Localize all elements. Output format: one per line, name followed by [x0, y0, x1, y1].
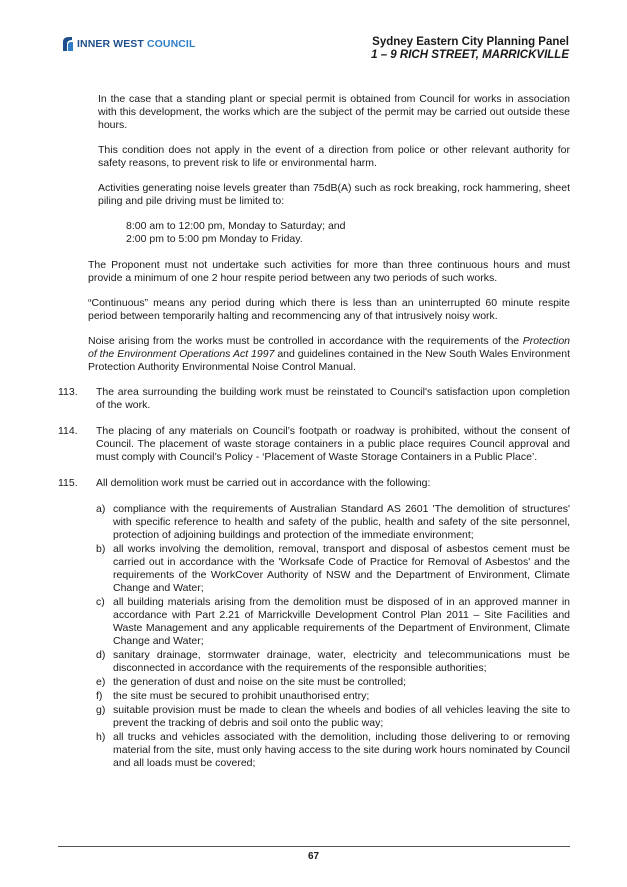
- page-number: 67: [307, 851, 320, 862]
- work-hours-weekday-saturday: 8:00 am to 12:00 pm, Monday to Saturday; and: [126, 220, 346, 232]
- site-address: 1 – 9 RICH STREET, MARRICKVILLE: [371, 49, 569, 61]
- document-body: [58, 93, 570, 771]
- condition-text: All demolition work must be carried out in accordance with the following:: [96, 477, 431, 489]
- paragraph-proponent-limit: The Proponent must not undertake such activities for more than three continuous hours and must provide a minimum of one 2 hour respite period between any two periods of such works.: [88, 259, 570, 284]
- paragraph-police-direction: This condition does not apply in the event of a direction from police or other relevant authority for safety reasons, to prevent risk to life or environmental harm.: [98, 144, 570, 169]
- condition-text: The placing of any materials on Council’s footpath or roadway is prohibited, without the consent of Council. The placement of waste storage containers in a public place requires Council approval and must comply with Council’s Policy - ‘Placement of Waste Storage Containers in a Public Place’.: [96, 425, 570, 463]
- list-item: b) all works involving the demolition, removal, transport and disposal of asbestos cement must be carried out in accordance with the 'Worksafe Code of Practice for Removal of Asbestos' and the requirements of the WorkCover Authority of NSW and the Department of Environment, Climate Change and Water;: [96, 543, 570, 594]
- condition-number: 114.: [58, 425, 78, 437]
- logo-text-accent: COUNCIL: [146, 38, 196, 50]
- condition-text: The area surrounding the building work must be reinstated to Council's satisfaction upon completion of the work.: [96, 386, 570, 411]
- demolition-requirements-list: [96, 503, 570, 770]
- paragraph-noise-control: Noise arising from the works must be controlled in accordance with the requirements of the Protection of the Environment Operations Act 1997 and guidelines contained in the New South Wales Environment Protection Authority Environmental Noise Control Manual.: [88, 335, 571, 373]
- footer-divider: [58, 846, 570, 847]
- work-hours-afternoon: 2:00 pm to 5:00 pm Monday to Friday.: [126, 233, 303, 245]
- list-item: h) all trucks and vehicles associated with the demolition, including those delivering to or removing material from the site, must only having access to the site during work hours nominated by Council and all loads must be covered;: [96, 731, 570, 769]
- paragraph-special-permit: In the case that a standing plant or special permit is obtained from Council for works in association with this development, the works which are the subject of the permit may be carried out outside these hours.: [98, 93, 570, 131]
- condition-113: [58, 386, 570, 412]
- paragraph-noise-activities: Activities generating noise levels greater than 75dB(A) such as rock breaking, rock hammering, sheet piling and pile driving must be limited to:: [98, 182, 570, 207]
- condition-number: 115.: [58, 477, 78, 489]
- inner-west-council-logo: [60, 36, 195, 52]
- list-item: d) sanitary drainage, stormwater drainage, water, electricity and telecommunications must be disconnected in accordance with the requirements of the responsible authorities;: [96, 649, 570, 674]
- list-item: f) the site must be secured to prohibit unauthorised entry;: [96, 690, 370, 702]
- condition-115: [58, 477, 570, 490]
- condition-number: 113.: [58, 386, 78, 398]
- list-item: a) compliance with the requirements of Australian Standard AS 2601 'The demolition of structures' with specific reference to health and safety of the public, health and safety of the site personnel, protection of adjoining buildings and protection of the immediate environment;: [96, 503, 570, 541]
- condition-114: [58, 425, 570, 464]
- list-item: c) all building materials arising from the demolition must be disposed of in an approved manner in accordance with Part 2.21 of Marrickville Development Control Plan 2011 – Site Facilities and Waste Management and any applicable requirements of the Department of Environment, Climate Change and Water;: [96, 596, 570, 647]
- logo-text-main: INNER WEST: [77, 38, 147, 50]
- page-header: [0, 0, 627, 80]
- act-title: Protection of the Environment Operations Act 1997: [88, 335, 570, 360]
- list-item: e) the generation of dust and noise on the site must be controlled;: [96, 676, 407, 688]
- header-title-block: [371, 36, 569, 62]
- panel-title: Sydney Eastern City Planning Panel: [372, 36, 569, 48]
- work-hours-list: [126, 220, 570, 246]
- council-tree-icon: [60, 36, 74, 52]
- paragraph-continuous-definition: “Continuous” means any period during which there is less than an uninterrupted 60 minute respite period between temporarily halting and recommencing any of that intrusively noisy work.: [88, 297, 570, 322]
- list-item: g) suitable provision must be made to clean the wheels and bodies of all vehicles leaving the site to prevent the tracking of debris and soil onto the public way;: [96, 704, 570, 729]
